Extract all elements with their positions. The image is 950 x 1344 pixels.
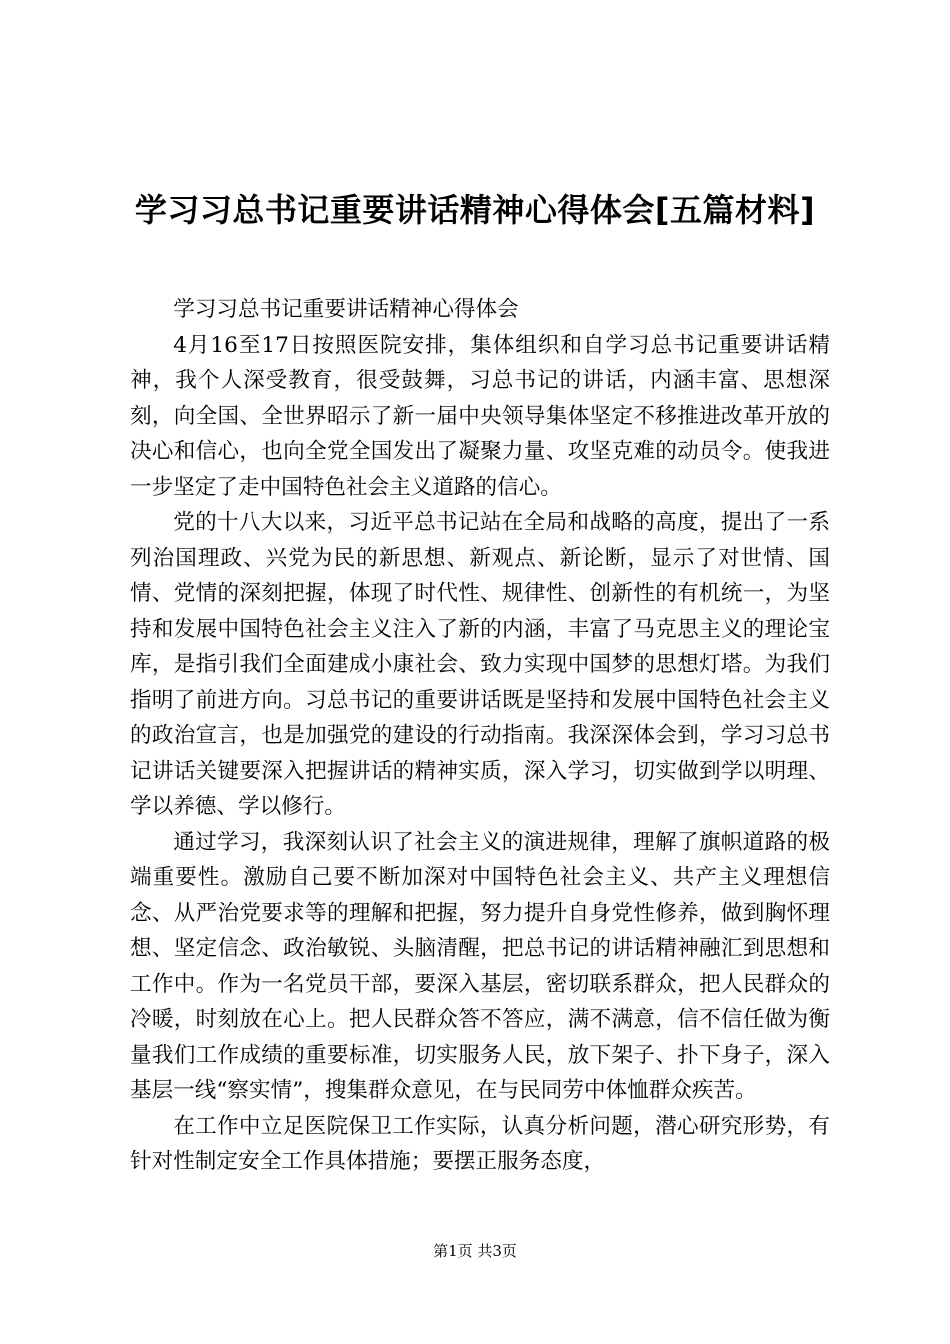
paragraph: 在工作中立足医院保卫工作实际，认真分析问题，潜心研究形势，有针对性制定安全工作具体措施；要摆正服务态度， [130, 1113, 830, 1174]
paragraph: 通过学习，我深刻认识了社会主义的演进规律，理解了旗帜道路的极端重要性。激励自己要不断加深对中国特色社会主义、共产主义理想信念、从严治党要求等的理解和把握，努力提升自身党性修养，做到胸怀理想、坚定信念、政治敏锐、头脑清醒，把总书记的讲话精神融汇到思想和工作中。作为一名党员干部，要深入基层，密切联系群众，把人民群众的冷暖，时刻放在心上。把人民群众答不答应，满不满意，信不信任做为衡量我们工作成绩的重要标准，切实服务人民，放下架子、扑下身子，深入基层一线“察实情”，搜集群众意见，在与民同劳中体恤群众疾苦。 [130, 829, 830, 1103]
paragraph-subtitle: 学习习总书记重要讲话精神心得体会 [173, 297, 519, 322]
paragraph: 党的十八大以来，习近平总书记站在全局和战略的高度，提出了一系列治国理政、兴党为民的新思想、新观点、新论断，显示了对世情、国情、党情的深刻把握，体现了时代性、规律性、创新性的有机统一，为坚持和发展中国特色社会主义注入了新的内涵，丰富了马克思主义的理论宝库，是指引我们全面建成小康社会、致力实现中国梦的思想灯塔。为我们指明了前进方向。习总书记的重要讲话既是坚持和发展中国特色社会主义的政治宣言，也是加强党的建设的行动指南。我深深体会到，学习习总书记讲话关键要深入把握讲话的精神实质，深入学习，切实做到学以明理、学以养德、学以修行。 [130, 510, 830, 819]
paragraph: 4月16至17日按照医院安排，集体组织和自学习总书记重要讲话精神，我个人深受教育，很受鼓舞，习总书记的讲话，内涵丰富、思想深刻，向全国、全世界昭示了新一届中央领导集体坚定不移推进改革开放的决心和信心，也向全党全国发出了凝聚力量、攻坚克难的动员令。使我进一步坚定了走中国特色社会主义道路的信心。 [130, 332, 830, 500]
document-body [130, 292, 830, 1180]
page-number-footer: 第1页 共3页 [433, 1242, 517, 1260]
document-title: 学习习总书记重要讲话精神心得体会[五篇材料] [134, 191, 816, 229]
